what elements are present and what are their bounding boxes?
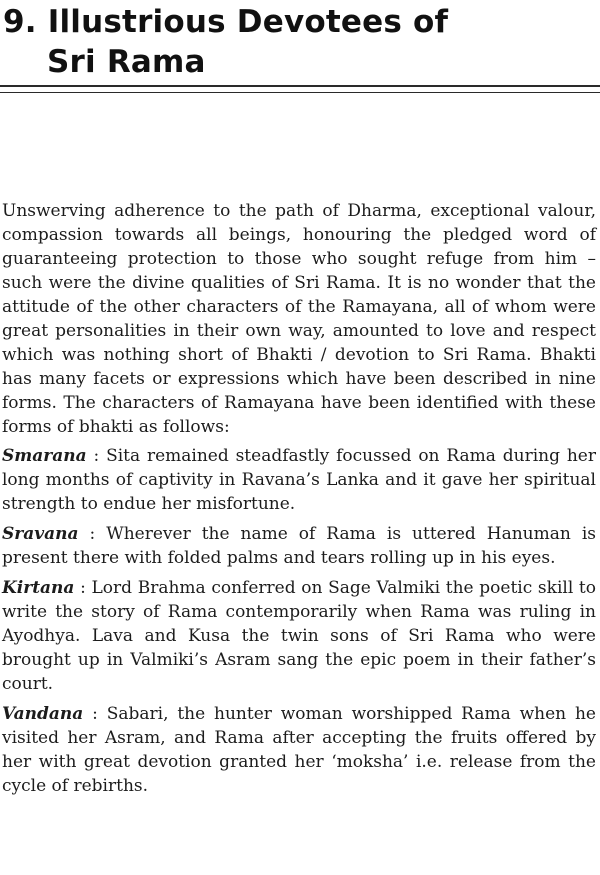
form-smarana [2, 444, 596, 516]
form-description: : Sabari, the hunter woman worshipped Rama when he visited her Asram, and Rama after accepting the fruits offered by her with great devotion granted her ‘moksha’ i.e. release from the cycle of rebirths. [2, 704, 596, 796]
chapter-title-line-1: 9. Illustrious Devotees of [3, 4, 449, 40]
intro-paragraph: Unswerving adherence to the path of Dharma, exceptional valour, compassion towards all beings, honouring the pledged word of guaranteeing protection to those who sought refuge from him – such were the divine qualities of Sri Rama. It is no wonder that the attitude of the other characters of the Ramayana, all of whom were great personalities in their own way, amounted to love and respect which was nothing short of Bhakti / devotion to Sri Rama. Bhakti has many facets or expressions which have been described in nine forms. The characters of Ramayana have been identified with these forms of bhakti as follows: [2, 201, 596, 437]
chapter-title-line-2: Sri Rama [47, 44, 206, 80]
form-vandana [2, 702, 596, 798]
form-term: Kirtana [2, 578, 75, 598]
form-sravana [2, 522, 596, 570]
form-description: : Sita remained steadfastly focussed on Rama during her long months of captivity in Ravana’s Lanka and it gave her spiritual strength to endue her misfortune. [2, 446, 596, 514]
form-description: : Lord Brahma conferred on Sage Valmiki the poetic skill to write the story of Rama contemporarily when Rama was ruling in Ayodhya. Lava and Kusa the twin sons of Sri Rama who were brought up in Valmiki’s Asram sang the epic poem in their father’s court. [2, 578, 596, 694]
chapter-title [3, 2, 448, 82]
form-term: Vandana [2, 704, 84, 724]
chapter-body [2, 199, 596, 804]
title-divider-thick [0, 85, 600, 87]
form-kirtana [2, 576, 596, 696]
form-description: : Wherever the name of Rama is uttered Hanuman is present there with folded palms and tears rolling up in his eyes. [2, 524, 596, 568]
form-term: Smarana [2, 446, 87, 466]
title-divider-thin [0, 92, 600, 93]
form-term: Sravana [2, 524, 79, 544]
